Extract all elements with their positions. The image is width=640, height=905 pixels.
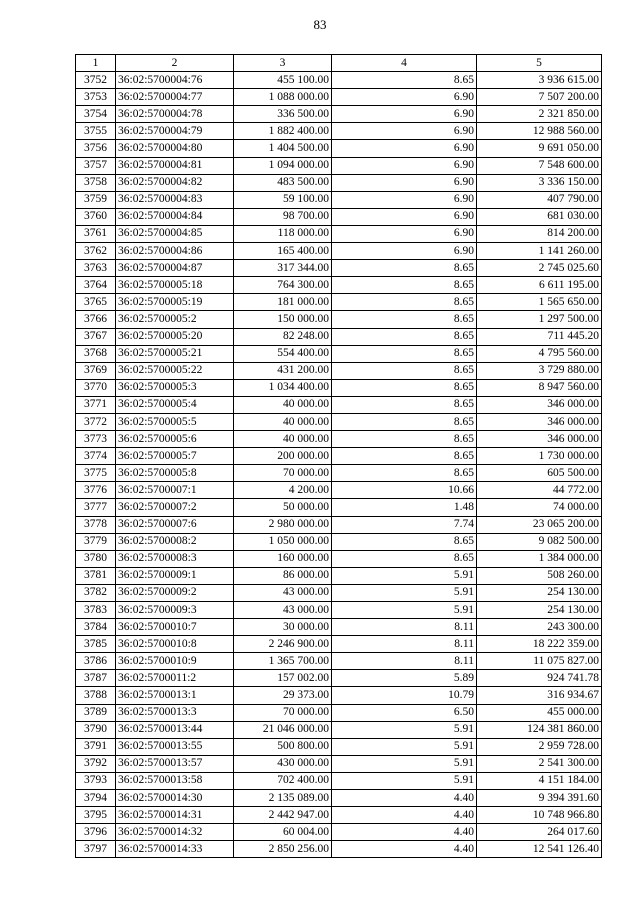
- column-header-3: 3: [234, 55, 332, 72]
- table-row: [76, 243, 602, 260]
- area-value-cell: 82 248.00: [234, 328, 332, 345]
- row-number-cell: 3772: [76, 413, 116, 430]
- table-row: [76, 533, 602, 550]
- table-row: [76, 396, 602, 413]
- total-value-cell: 3 336 150.00: [477, 174, 602, 191]
- area-value-cell: 2 442 947.00: [234, 807, 332, 824]
- table-row: [76, 772, 602, 789]
- rate-value-cell: 5.91: [332, 567, 477, 584]
- table-row: [76, 140, 602, 157]
- rate-value-cell: 10.66: [332, 482, 477, 499]
- total-value-cell: 254 130.00: [477, 602, 602, 619]
- row-number-cell: 3792: [76, 755, 116, 772]
- total-value-cell: 924 741.78: [477, 670, 602, 687]
- table-row: [76, 191, 602, 208]
- table-row: [76, 106, 602, 123]
- row-number-cell: 3795: [76, 807, 116, 824]
- rate-value-cell: 8.65: [332, 328, 477, 345]
- row-number-cell: 3763: [76, 260, 116, 277]
- cadastral-number-cell: 36:02:5700004:78: [116, 106, 234, 123]
- area-value-cell: 1 088 000.00: [234, 89, 332, 106]
- cadastral-number-cell: 36:02:5700008:2: [116, 533, 234, 550]
- area-value-cell: 43 000.00: [234, 602, 332, 619]
- rate-value-cell: 8.11: [332, 653, 477, 670]
- total-value-cell: 8 947 560.00: [477, 379, 602, 396]
- table-row: [76, 260, 602, 277]
- total-value-cell: 3 936 615.00: [477, 72, 602, 89]
- table-row: [76, 755, 602, 772]
- column-header-2: 2: [116, 55, 234, 72]
- cadastral-number-cell: 36:02:5700004:87: [116, 260, 234, 277]
- row-number-cell: 3759: [76, 191, 116, 208]
- total-value-cell: 10 748 966.80: [477, 807, 602, 824]
- row-number-cell: 3777: [76, 499, 116, 516]
- total-value-cell: 44 772.00: [477, 482, 602, 499]
- area-value-cell: 2 246 900.00: [234, 636, 332, 653]
- cadastral-number-cell: 36:02:5700010:7: [116, 619, 234, 636]
- row-number-cell: 3765: [76, 294, 116, 311]
- area-value-cell: 1 094 000.00: [234, 157, 332, 174]
- area-value-cell: 165 400.00: [234, 243, 332, 260]
- area-value-cell: 40 000.00: [234, 431, 332, 448]
- table-row: [76, 208, 602, 225]
- cadastral-number-cell: 36:02:5700004:82: [116, 174, 234, 191]
- area-value-cell: 483 500.00: [234, 174, 332, 191]
- row-number-cell: 3776: [76, 482, 116, 499]
- rate-value-cell: 6.90: [332, 157, 477, 174]
- rate-value-cell: 7.74: [332, 516, 477, 533]
- area-value-cell: 1 882 400.00: [234, 123, 332, 140]
- rate-value-cell: 8.65: [332, 277, 477, 294]
- total-value-cell: 316 934.67: [477, 687, 602, 704]
- rate-value-cell: 8.65: [332, 413, 477, 430]
- cadastral-number-cell: 36:02:5700013:1: [116, 687, 234, 704]
- area-value-cell: 554 400.00: [234, 345, 332, 362]
- table-row: [76, 174, 602, 191]
- rate-value-cell: 4.40: [332, 790, 477, 807]
- rate-value-cell: 8.65: [332, 294, 477, 311]
- rate-value-cell: 8.65: [332, 362, 477, 379]
- table-row: [76, 448, 602, 465]
- cadastral-number-cell: 36:02:5700005:21: [116, 345, 234, 362]
- cadastral-number-cell: 36:02:5700014:30: [116, 790, 234, 807]
- rate-value-cell: 6.90: [332, 243, 477, 260]
- row-number-cell: 3790: [76, 721, 116, 738]
- cadastral-number-cell: 36:02:5700013:55: [116, 738, 234, 755]
- table-row: [76, 790, 602, 807]
- cadastral-number-cell: 36:02:5700004:86: [116, 243, 234, 260]
- row-number-cell: 3779: [76, 533, 116, 550]
- area-value-cell: 702 400.00: [234, 772, 332, 789]
- table-row: [76, 294, 602, 311]
- total-value-cell: 12 541 126.40: [477, 841, 602, 858]
- total-value-cell: 18 222 359.00: [477, 636, 602, 653]
- cadastral-number-cell: 36:02:5700004:81: [116, 157, 234, 174]
- table-row: [76, 499, 602, 516]
- row-number-cell: 3753: [76, 89, 116, 106]
- table-row: [76, 602, 602, 619]
- cadastral-number-cell: 36:02:5700004:84: [116, 208, 234, 225]
- rate-value-cell: 8.65: [332, 431, 477, 448]
- table-row: [76, 516, 602, 533]
- rate-value-cell: 8.65: [332, 465, 477, 482]
- rate-value-cell: 8.65: [332, 379, 477, 396]
- cadastral-number-cell: 36:02:5700007:2: [116, 499, 234, 516]
- table-row: [76, 738, 602, 755]
- row-number-cell: 3758: [76, 174, 116, 191]
- cadastral-number-cell: 36:02:5700010:9: [116, 653, 234, 670]
- total-value-cell: 2 959 728.00: [477, 738, 602, 755]
- area-value-cell: 50 000.00: [234, 499, 332, 516]
- total-value-cell: 1 730 000.00: [477, 448, 602, 465]
- row-number-cell: 3794: [76, 790, 116, 807]
- row-number-cell: 3767: [76, 328, 116, 345]
- total-value-cell: 74 000.00: [477, 499, 602, 516]
- cadastral-number-cell: 36:02:5700004:83: [116, 191, 234, 208]
- total-value-cell: 407 790.00: [477, 191, 602, 208]
- area-value-cell: 150 000.00: [234, 311, 332, 328]
- rate-value-cell: 8.65: [332, 72, 477, 89]
- row-number-cell: 3762: [76, 243, 116, 260]
- rate-value-cell: 5.91: [332, 755, 477, 772]
- rate-value-cell: 4.40: [332, 824, 477, 841]
- table-row: [76, 687, 602, 704]
- rate-value-cell: 6.90: [332, 191, 477, 208]
- rate-value-cell: 10.79: [332, 687, 477, 704]
- area-value-cell: 2 850 256.00: [234, 841, 332, 858]
- cadastral-number-cell: 36:02:5700005:2: [116, 311, 234, 328]
- table-row: [76, 225, 602, 242]
- row-number-cell: 3768: [76, 345, 116, 362]
- rate-value-cell: 6.90: [332, 123, 477, 140]
- total-value-cell: 243 300.00: [477, 619, 602, 636]
- total-value-cell: 4 151 184.00: [477, 772, 602, 789]
- total-value-cell: 124 381 860.00: [477, 721, 602, 738]
- cadastral-number-cell: 36:02:5700013:57: [116, 755, 234, 772]
- total-value-cell: 6 611 195.00: [477, 277, 602, 294]
- area-value-cell: 70 000.00: [234, 704, 332, 721]
- row-number-cell: 3796: [76, 824, 116, 841]
- total-value-cell: 11 075 827.00: [477, 653, 602, 670]
- cadastral-number-cell: 36:02:5700005:3: [116, 379, 234, 396]
- rate-value-cell: 8.65: [332, 533, 477, 550]
- cadastral-number-cell: 36:02:5700005:5: [116, 413, 234, 430]
- rate-value-cell: 6.90: [332, 225, 477, 242]
- area-value-cell: 21 046 000.00: [234, 721, 332, 738]
- rate-value-cell: 6.50: [332, 704, 477, 721]
- area-value-cell: 1 034 400.00: [234, 379, 332, 396]
- total-value-cell: 254 130.00: [477, 584, 602, 601]
- row-number-cell: 3761: [76, 225, 116, 242]
- area-value-cell: 2 980 000.00: [234, 516, 332, 533]
- row-number-cell: 3770: [76, 379, 116, 396]
- total-value-cell: 3 729 880.00: [477, 362, 602, 379]
- row-number-cell: 3754: [76, 106, 116, 123]
- rate-value-cell: 5.91: [332, 772, 477, 789]
- row-number-cell: 3788: [76, 687, 116, 704]
- table-row: [76, 807, 602, 824]
- area-value-cell: 86 000.00: [234, 567, 332, 584]
- rate-value-cell: 1.48: [332, 499, 477, 516]
- rate-value-cell: 5.89: [332, 670, 477, 687]
- rate-value-cell: 8.65: [332, 260, 477, 277]
- cadastral-number-cell: 36:02:5700005:20: [116, 328, 234, 345]
- total-value-cell: 605 500.00: [477, 465, 602, 482]
- rate-value-cell: 6.90: [332, 174, 477, 191]
- rate-value-cell: 8.11: [332, 636, 477, 653]
- total-value-cell: 23 065 200.00: [477, 516, 602, 533]
- row-number-cell: 3769: [76, 362, 116, 379]
- cadastral-number-cell: 36:02:5700004:80: [116, 140, 234, 157]
- area-value-cell: 455 100.00: [234, 72, 332, 89]
- rate-value-cell: 8.65: [332, 345, 477, 362]
- total-value-cell: 711 445.20: [477, 328, 602, 345]
- area-value-cell: 181 000.00: [234, 294, 332, 311]
- table-row: [76, 89, 602, 106]
- table-row: [76, 482, 602, 499]
- table-row: [76, 841, 602, 858]
- row-number-cell: 3783: [76, 602, 116, 619]
- area-value-cell: 29 373.00: [234, 687, 332, 704]
- total-value-cell: 346 000.00: [477, 413, 602, 430]
- row-number-cell: 3766: [76, 311, 116, 328]
- area-value-cell: 430 000.00: [234, 755, 332, 772]
- table-row: [76, 670, 602, 687]
- area-value-cell: 200 000.00: [234, 448, 332, 465]
- cadastral-number-cell: 36:02:5700009:1: [116, 567, 234, 584]
- table-row: [76, 636, 602, 653]
- table-row: [76, 328, 602, 345]
- cadastral-number-cell: 36:02:5700004:85: [116, 225, 234, 242]
- cadastral-number-cell: 36:02:5700009:2: [116, 584, 234, 601]
- row-number-cell: 3787: [76, 670, 116, 687]
- rate-value-cell: 4.40: [332, 841, 477, 858]
- row-number-cell: 3756: [76, 140, 116, 157]
- rate-value-cell: 8.65: [332, 550, 477, 567]
- total-value-cell: 9 082 500.00: [477, 533, 602, 550]
- rate-value-cell: 6.90: [332, 106, 477, 123]
- cadastral-number-cell: 36:02:5700005:22: [116, 362, 234, 379]
- row-number-cell: 3757: [76, 157, 116, 174]
- table-row: [76, 157, 602, 174]
- row-number-cell: 3781: [76, 567, 116, 584]
- area-value-cell: 43 000.00: [234, 584, 332, 601]
- table-row: [76, 824, 602, 841]
- row-number-cell: 3752: [76, 72, 116, 89]
- area-value-cell: 317 344.00: [234, 260, 332, 277]
- total-value-cell: 264 017.60: [477, 824, 602, 841]
- area-value-cell: 30 000.00: [234, 619, 332, 636]
- area-value-cell: 2 135 089.00: [234, 790, 332, 807]
- cadastral-number-cell: 36:02:5700005:18: [116, 277, 234, 294]
- total-value-cell: 1 297 500.00: [477, 311, 602, 328]
- column-header-4: 4: [332, 55, 477, 72]
- table-row: [76, 345, 602, 362]
- area-value-cell: 118 000.00: [234, 225, 332, 242]
- table-row: [76, 653, 602, 670]
- column-header-5: 5: [477, 55, 602, 72]
- cadastral-number-cell: 36:02:5700013:58: [116, 772, 234, 789]
- row-number-cell: 3797: [76, 841, 116, 858]
- page-number: 83: [313, 17, 327, 32]
- total-value-cell: 9 691 050.00: [477, 140, 602, 157]
- cadastral-number-cell: 36:02:5700007:1: [116, 482, 234, 499]
- cadastral-number-cell: 36:02:5700005:8: [116, 465, 234, 482]
- row-number-cell: 3771: [76, 396, 116, 413]
- row-number-cell: 3764: [76, 277, 116, 294]
- table-row: [76, 721, 602, 738]
- total-value-cell: 7 507 200.00: [477, 89, 602, 106]
- total-value-cell: 1 384 000.00: [477, 550, 602, 567]
- table-row: [76, 465, 602, 482]
- area-value-cell: 4 200.00: [234, 482, 332, 499]
- rate-value-cell: 6.90: [332, 208, 477, 225]
- cadastral-number-cell: 36:02:5700005:19: [116, 294, 234, 311]
- area-value-cell: 1 050 000.00: [234, 533, 332, 550]
- table-row: [76, 567, 602, 584]
- row-number-cell: 3760: [76, 208, 116, 225]
- cadastral-number-cell: 36:02:5700014:31: [116, 807, 234, 824]
- total-value-cell: 346 000.00: [477, 431, 602, 448]
- table-row: [76, 311, 602, 328]
- total-value-cell: 455 000.00: [477, 704, 602, 721]
- table-row: [76, 550, 602, 567]
- cadastral-number-cell: 36:02:5700004:76: [116, 72, 234, 89]
- total-value-cell: 7 548 600.00: [477, 157, 602, 174]
- table-row: [76, 362, 602, 379]
- row-number-cell: 3780: [76, 550, 116, 567]
- column-header-1: 1: [76, 55, 116, 72]
- area-value-cell: 336 500.00: [234, 106, 332, 123]
- cadastral-number-cell: 36:02:5700014:33: [116, 841, 234, 858]
- rate-value-cell: 5.91: [332, 721, 477, 738]
- table-row: [76, 413, 602, 430]
- rate-value-cell: 8.65: [332, 311, 477, 328]
- total-value-cell: 681 030.00: [477, 208, 602, 225]
- header-row: [76, 55, 602, 72]
- cadastral-number-cell: 36:02:5700014:32: [116, 824, 234, 841]
- cadastral-number-cell: 36:02:5700005:4: [116, 396, 234, 413]
- table-header: [76, 55, 602, 72]
- cadastral-number-cell: 36:02:5700005:6: [116, 431, 234, 448]
- area-value-cell: 500 800.00: [234, 738, 332, 755]
- area-value-cell: 59 100.00: [234, 191, 332, 208]
- total-value-cell: 4 795 560.00: [477, 345, 602, 362]
- table-row: [76, 704, 602, 721]
- table-body: [76, 72, 602, 858]
- cadastral-number-cell: 36:02:5700005:7: [116, 448, 234, 465]
- row-number-cell: 3786: [76, 653, 116, 670]
- total-value-cell: 346 000.00: [477, 396, 602, 413]
- row-number-cell: 3785: [76, 636, 116, 653]
- row-number-cell: 3755: [76, 123, 116, 140]
- area-value-cell: 431 200.00: [234, 362, 332, 379]
- rate-value-cell: 5.91: [332, 602, 477, 619]
- area-value-cell: 98 700.00: [234, 208, 332, 225]
- table-row: [76, 123, 602, 140]
- total-value-cell: 2 321 850.00: [477, 106, 602, 123]
- cadastral-number-cell: 36:02:5700010:8: [116, 636, 234, 653]
- area-value-cell: 60 004.00: [234, 824, 332, 841]
- table-row: [76, 619, 602, 636]
- area-value-cell: 160 000.00: [234, 550, 332, 567]
- row-number-cell: 3775: [76, 465, 116, 482]
- rate-value-cell: 5.91: [332, 738, 477, 755]
- cadastral-number-cell: 36:02:5700013:3: [116, 704, 234, 721]
- area-value-cell: 764 300.00: [234, 277, 332, 294]
- cadastral-number-cell: 36:02:5700013:44: [116, 721, 234, 738]
- cadastral-number-cell: 36:02:5700004:77: [116, 89, 234, 106]
- total-value-cell: 2 541 300.00: [477, 755, 602, 772]
- rate-value-cell: 8.65: [332, 448, 477, 465]
- total-value-cell: 12 988 560.00: [477, 123, 602, 140]
- rate-value-cell: 8.65: [332, 396, 477, 413]
- rate-value-cell: 8.11: [332, 619, 477, 636]
- row-number-cell: 3793: [76, 772, 116, 789]
- row-number-cell: 3791: [76, 738, 116, 755]
- cadastral-number-cell: 36:02:5700007:6: [116, 516, 234, 533]
- land-parcel-table: [75, 54, 602, 858]
- table-row: [76, 584, 602, 601]
- rate-value-cell: 6.90: [332, 140, 477, 157]
- table-row: [76, 72, 602, 89]
- area-value-cell: 157 002.00: [234, 670, 332, 687]
- row-number-cell: 3773: [76, 431, 116, 448]
- row-number-cell: 3774: [76, 448, 116, 465]
- table-row: [76, 277, 602, 294]
- area-value-cell: 70 000.00: [234, 465, 332, 482]
- area-value-cell: 40 000.00: [234, 413, 332, 430]
- area-value-cell: 1 365 700.00: [234, 653, 332, 670]
- row-number-cell: 3782: [76, 584, 116, 601]
- cadastral-number-cell: 36:02:5700011:2: [116, 670, 234, 687]
- row-number-cell: 3778: [76, 516, 116, 533]
- total-value-cell: 814 200.00: [477, 225, 602, 242]
- total-value-cell: 2 745 025.60: [477, 260, 602, 277]
- rate-value-cell: 5.91: [332, 584, 477, 601]
- area-value-cell: 1 404 500.00: [234, 140, 332, 157]
- rate-value-cell: 4.40: [332, 807, 477, 824]
- total-value-cell: 1 141 260.00: [477, 243, 602, 260]
- cadastral-number-cell: 36:02:5700009:3: [116, 602, 234, 619]
- row-number-cell: 3784: [76, 619, 116, 636]
- cadastral-number-cell: 36:02:5700008:3: [116, 550, 234, 567]
- area-value-cell: 40 000.00: [234, 396, 332, 413]
- total-value-cell: 508 260.00: [477, 567, 602, 584]
- table-row: [76, 431, 602, 448]
- rate-value-cell: 6.90: [332, 89, 477, 106]
- cadastral-number-cell: 36:02:5700004:79: [116, 123, 234, 140]
- row-number-cell: 3789: [76, 704, 116, 721]
- total-value-cell: 9 394 391.60: [477, 790, 602, 807]
- total-value-cell: 1 565 650.00: [477, 294, 602, 311]
- table-row: [76, 379, 602, 396]
